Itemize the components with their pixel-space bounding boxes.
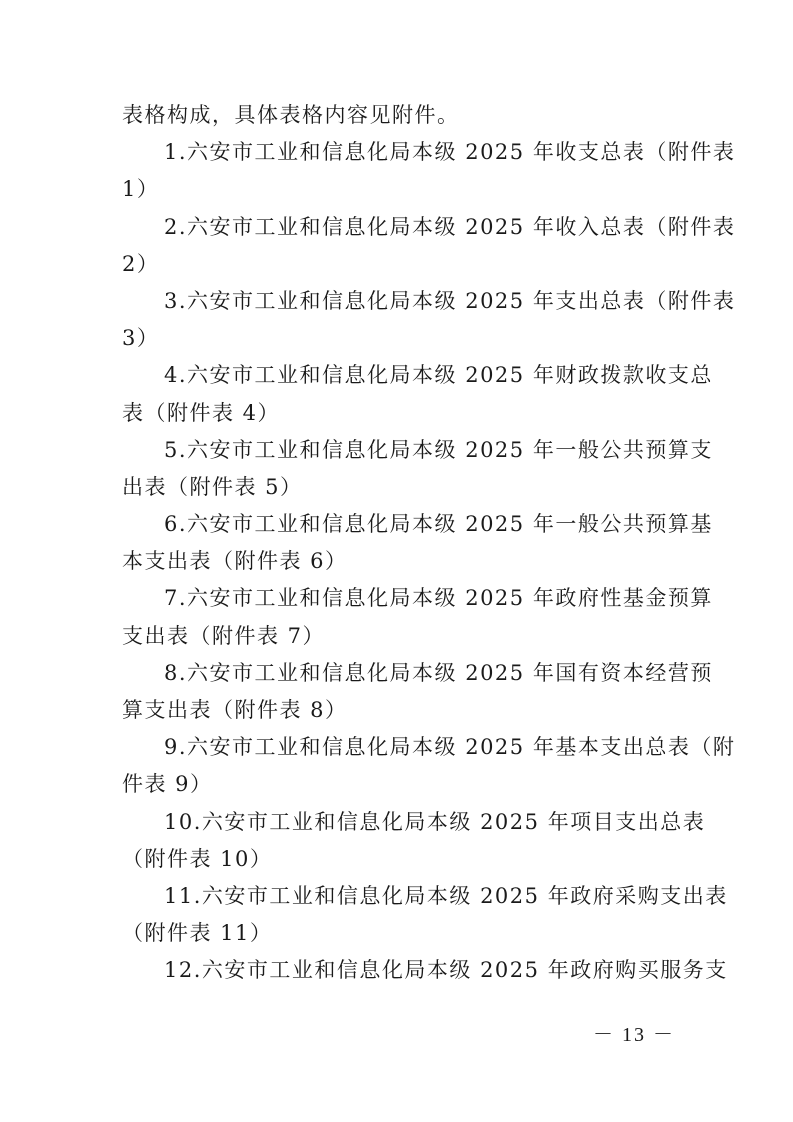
attachment-item-12-line1: 12.六安市工业和信息化局本级 2025 年政府购买服务支	[164, 958, 728, 983]
attachment-item-8	[122, 655, 713, 729]
page-number: － 13 －	[593, 1024, 675, 1046]
attachment-item-11	[122, 878, 728, 952]
attachment-item-line1: 8.六安市工业和信息化局本级 2025 年国有资本经营预	[164, 660, 713, 685]
attachment-item-line2: 表（附件表 4）	[122, 400, 281, 425]
attachment-item-line1: 3.六安市工业和信息化局本级 2025 年支出总表（附件表	[164, 288, 736, 313]
attachment-item-line2: 出表（附件表 5）	[122, 474, 303, 499]
attachment-item-line1: 2.六安市工业和信息化局本级 2025 年收入总表（附件表	[164, 214, 736, 239]
attachment-item-2	[122, 209, 736, 283]
attachment-item-5	[122, 432, 713, 506]
intro-line: 表格构成，具体表格内容见附件。	[122, 103, 460, 127]
attachment-item-line1: 11.六安市工业和信息化局本级 2025 年政府采购支出表	[164, 883, 728, 908]
attachment-item-3	[122, 283, 736, 357]
attachment-item-line2: 件表 9）	[122, 772, 213, 797]
attachment-item-line2: 本支出表（附件表 6）	[122, 549, 348, 574]
attachment-item-6	[122, 506, 713, 580]
attachment-item-line1: 1.六安市工业和信息化局本级 2025 年收支总表（附件表	[164, 140, 736, 165]
attachment-item-line2: 3）	[122, 326, 160, 351]
attachment-item-line1: 7.六安市工业和信息化局本级 2025 年政府性基金预算	[164, 586, 713, 611]
attachment-item-line1: 5.六安市工业和信息化局本级 2025 年一般公共预算支	[164, 437, 713, 462]
attachment-item-line1: 9.六安市工业和信息化局本级 2025 年基本支出总表（附	[164, 735, 736, 760]
attachment-item-line2: （附件表 11）	[122, 921, 273, 946]
attachment-item-4	[122, 357, 713, 431]
attachment-item-1	[122, 134, 736, 208]
attachment-item-line2: 1）	[122, 177, 160, 202]
attachment-item-line1: 10.六安市工业和信息化局本级 2025 年项目支出总表	[164, 809, 706, 834]
attachment-item-10	[122, 804, 706, 878]
attachment-item-9	[122, 729, 736, 803]
attachment-item-line2: 2）	[122, 251, 160, 276]
attachment-item-line1: 4.六安市工业和信息化局本级 2025 年财政拨款收支总	[164, 363, 713, 388]
attachment-item-line2: （附件表 10）	[122, 846, 273, 871]
attachment-item-line1: 6.六安市工业和信息化局本级 2025 年一般公共预算基	[164, 512, 713, 537]
attachment-item-line2: 算支出表（附件表 8）	[122, 698, 348, 722]
attachment-item-7	[122, 580, 713, 654]
document-body	[122, 97, 736, 990]
attachment-item-line2: 支出表（附件表 7）	[122, 623, 326, 648]
